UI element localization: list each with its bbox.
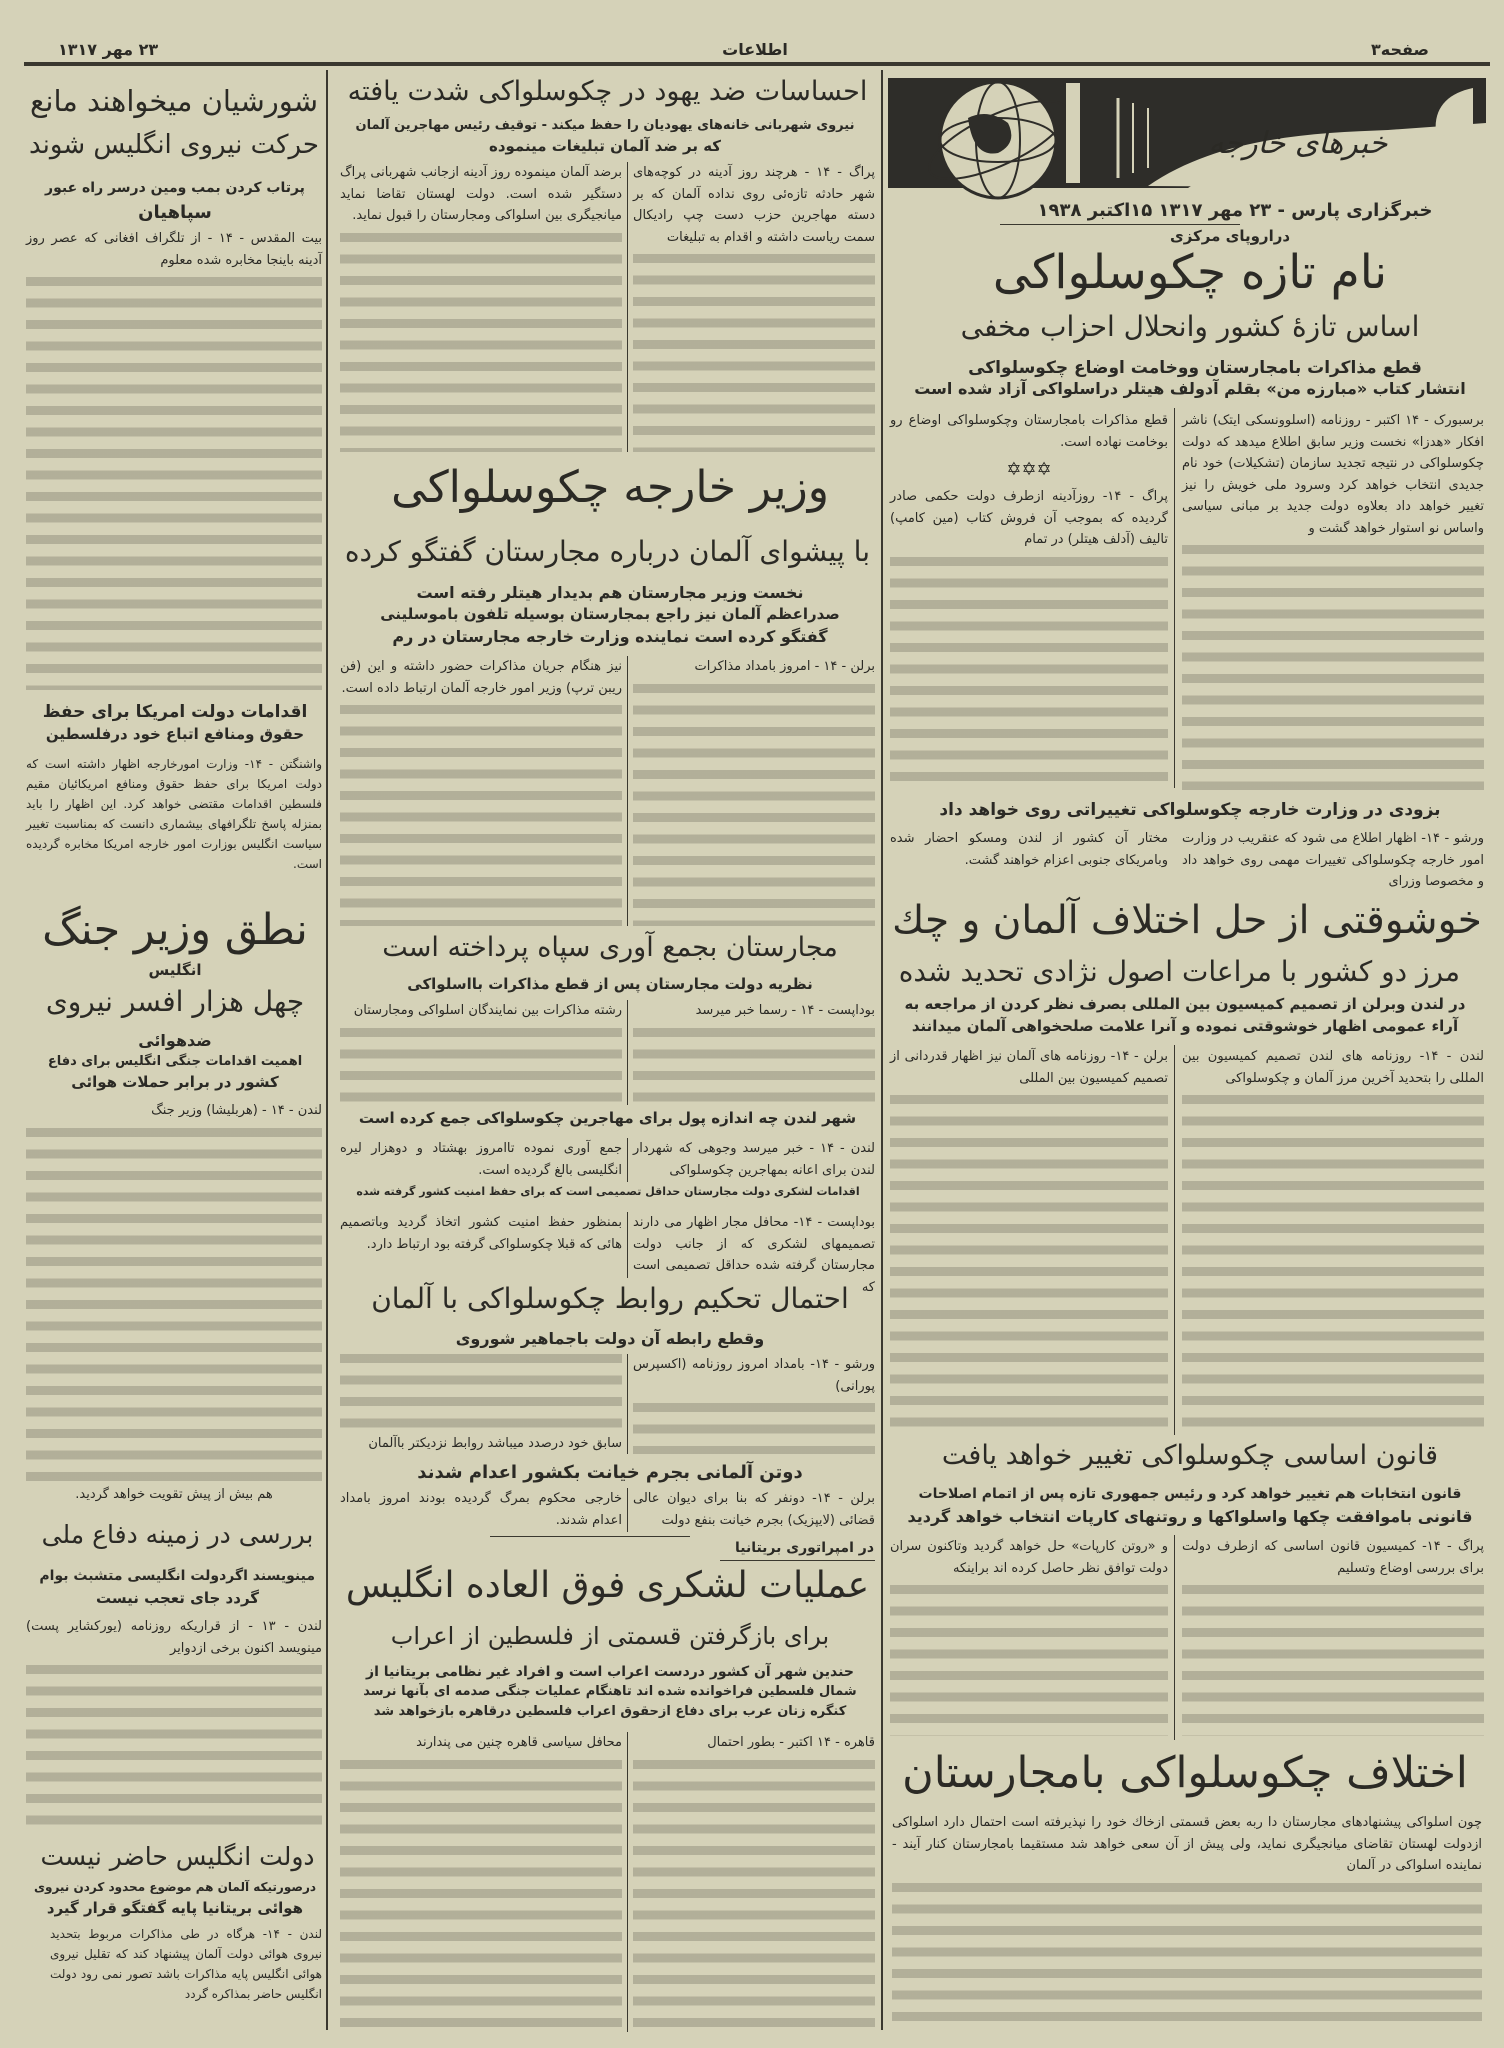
headline: حقوق ومنافع اتباع خود درفلسطین <box>45 725 305 743</box>
article-body <box>340 1212 622 1278</box>
article-body <box>892 1812 1482 2032</box>
headline: با پیشوای آلمان درباره مجارستان گفتگو کرده <box>344 535 870 568</box>
banner-title: خبرهای خارجه <box>1208 126 1388 161</box>
subheadline: نیروی شهربانی خانه‌های یهودیان را حفظ میکند - توقیف رئیس مهاجرین آلمان <box>355 118 855 133</box>
headline: مجارستان بجمع آوری سپاه پرداخته است <box>382 932 838 963</box>
star-ornament-icon: ✡✡✡ <box>1006 459 1052 480</box>
body-text-illegible <box>890 1095 1168 1434</box>
body-text-illegible <box>340 705 622 926</box>
column-rule <box>881 70 883 2030</box>
article-text: لندن - ۱۳ - از قراریکه روزنامه (یورکشایر پست) مینویسد اکنون برخی ازدوایر <box>26 1619 322 1656</box>
body-text-illegible <box>340 1028 622 1106</box>
subheadline: صدراعظم آلمان نیز راجع بمجارستان بوسیله تلفون باموسلینی <box>380 605 840 623</box>
article-text: بوداپست - ۱۴- محافل مجار اظهار می دارند تصمیمهای لشکری که از جانب دولت مجارستان گرفته شده حداقل تصمیمی است که <box>633 1215 875 1295</box>
headline: نام تازه چکوسلواکی <box>992 245 1388 300</box>
article-text: مختار آن کشور از لندن ومسکو احضار شده وبامریکای جنوبی اعزام خواهند گشت. <box>890 831 1168 868</box>
article-text: رشته مذاکرات بین نمایندگان اسلواکی ومجارستان <box>353 1003 622 1018</box>
masthead-rule <box>24 62 1490 66</box>
article-body <box>633 1488 875 1534</box>
headline: مرز دو کشور با مراعات اصول نژادی تحدید شده <box>898 955 1460 988</box>
newspaper-name: اطلاعات <box>722 40 788 59</box>
headline: احساسات ضد یهود در چکوسلواکی شدت یافته <box>347 76 868 107</box>
article-text: جمع آوری نموده تاامروز بهشتاد و دوهزار لیره انگلیسی بالغ گردیده است. <box>340 1141 622 1178</box>
article-body <box>1182 410 1484 790</box>
body-text-illegible <box>340 233 622 453</box>
article-body <box>340 162 622 452</box>
article-text: سابق خود درصدد میباشد روابط نزدیکتر باآلمان <box>368 1435 622 1451</box>
article-body <box>1182 1046 1484 1434</box>
subheadline: گفتگو کرده است نماینده وزارت خارجه مجارستان در رم <box>392 627 828 646</box>
subcolumn-rule <box>627 1212 628 1278</box>
subheadline: وقطع رابطه آن دولت باجماهیر شوروی <box>455 1329 765 1348</box>
body-text-illegible <box>633 684 875 927</box>
headline: انگلیس <box>148 961 202 979</box>
article-text: لندن - ۱۴- هرگاه در طی مذاکرات مربوط بتحدید نیروی هوائی دولت آلمان پیشنهاد کند که تقلیل نیروی هوائی انگلیس پایه مذاکرات باشد تصور نمی رود دولت انگلیس حاضر بمذاکره گردد <box>50 1927 322 2001</box>
article-body <box>26 1616 322 1836</box>
article-body <box>633 1354 875 1454</box>
headline: عملیات لشکری فوق العاده انگلیس <box>345 1565 870 1606</box>
article-body <box>50 1924 322 2024</box>
article-body <box>26 754 322 899</box>
subheadline: نخست وزیر مجارستان هم بدیدار هیتلر رفته است <box>416 583 804 602</box>
article-text: برضد آلمان مینموده روز آدینه ازجانب شهربانی پراگ دستگیر شده است. دولت لهستان تقاضا نماید میانجیگری بین اسلواکی ومجارستان را قبول نماید. <box>340 165 622 223</box>
body-text-illegible <box>340 1760 622 2033</box>
divider <box>720 1560 875 1561</box>
subheadline: قانون انتخابات هم تغییر خواهد کرد و رئیس جمهوری تازه پس از اتمام اصلاحات <box>918 1486 1462 1502</box>
headline: دوتن آلمانی بجرم خیانت بکشور اعدام شدند <box>417 1462 803 1483</box>
headline: ضدهوائی <box>138 1031 212 1050</box>
article-body <box>890 828 1168 892</box>
article-text: قاهره - ۱۴ اکتبر - بطور احتمال <box>707 1735 875 1750</box>
article-text: پراگ - ۱۴ - هرچند روز آدینه در کوچه‌های شهر حادثه تازه‌ئی روی نداده آلمان که بر دسته مهاجرین حزب دست چپ رادیکال سمت ریاست داشته و اقدام به تبلیغات <box>633 165 875 245</box>
article-body <box>633 1000 875 1105</box>
article-text: بیت المقدس - ۱۴ - از تلگراف افغانی که عصر روز آدینه باینجا مخابره شده معلوم <box>26 231 322 268</box>
body-text-illegible <box>26 1128 322 1484</box>
subcolumn-rule <box>1174 1045 1175 1435</box>
article-body <box>340 1732 622 2032</box>
headline: اقدامات دولت امریکا برای حفظ <box>42 702 308 722</box>
article-text: لندن - ۱۴- روزنامه های لندن تصمیم کمیسیون بین المللی را بتحدید آخرین مرز آلمان و چکوسلواکی <box>1182 1049 1484 1086</box>
article-body <box>1182 828 1484 892</box>
subheadline: انتشار کتاب «مبارزه من» بقلم آدولف هیتلر دراسلواکی آزاد شده است <box>914 379 1466 398</box>
subheadline: کشور در برابر حملات هوائی <box>71 1073 279 1091</box>
subcolumn-rule <box>627 162 628 452</box>
article-body <box>340 656 622 926</box>
headline: وزیر خارجه چکوسلواکی <box>391 462 829 513</box>
headline: احتمال تحکیم روابط چکوسلواکی با آلمان <box>371 1282 849 1315</box>
headline: برای بازگرفتن قسمتی از فلسطین از اعراب <box>390 1622 830 1650</box>
article-body <box>633 656 875 926</box>
article-text: ورشو - ۱۴- اظهار اطلاع می شود که عنقریب در وزارت امور خارجه چکوسلواکی تغییرات مهمی روی خواهد داد و مخصوصا وزرای <box>1182 831 1484 889</box>
body-text-illegible <box>633 254 875 452</box>
article-body <box>633 1212 875 1295</box>
body-text-illegible <box>1182 1585 1484 1736</box>
headline: شهر لندن چه اندازه پول برای مهاجرین چکوسلواکی جمع کرده است <box>358 1109 857 1127</box>
subheadline: قانونی باموافقت چکها واسلواکها و روتنهای کارپات انتخاب خواهد گردید <box>907 1507 1473 1526</box>
subheadline: سپاهیان <box>138 202 212 223</box>
headline: قانون اساسی چکوسلواکی تغییر خواهد یافت <box>941 1440 1439 1471</box>
subheadline: قطع مذاکرات بامجارستان ووخامت اوضاع چکوسلواکی <box>968 358 1422 378</box>
subheadline: اهمیت اقدامات جنگی انگلیس برای دفاع <box>47 1054 303 1069</box>
headline: اساس تازهٔ کشور وانحلال احزاب مخفی <box>960 310 1420 343</box>
subheadline: گردد جای تعجب نیست <box>96 1589 259 1607</box>
subcolumn-rule <box>1174 408 1175 788</box>
article-text: لندن - ۱۴ - خبر میرسد وجوهی که شهردار لندن برای اعانه بمهاجرین چکوسلواکی <box>633 1141 875 1178</box>
article-text: واشنگتن - ۱۴- وزارت امورخارجه اظهار داشته است که دولت امریکا برای حفظ حقوق ومنافع امریکائیان مقیم فلسطین اقدامات مقتضی خواهد کرد. این اظهار را باید بمنزله پاسخ تلگرافهای بیشماری دانست که بمناسبت تغییر سیاست انگلیس بوزارت امور خارجه امریکا مخابره گردیده است. <box>26 757 322 871</box>
article-text: و «روتن کارپات» حل خواهد گردید وتاکنون سران دولت توافق نظر حاصل کرده اند براینکه <box>890 1539 1168 1576</box>
headline: اقدامات لشکری دولت مجارستان حداقل تصمیمی است که برای حفظ امنیت کشور گرفته شده <box>356 1185 860 1198</box>
subheadline: آراء عمومی اظهار خوشوقتی نموده و آنرا علامت صلحخواهی آلمان میدانند <box>911 1017 1459 1035</box>
article-text: برلن - ۱۴- دونفر که بنا برای دیوان عالی قضائی (لایپزیک) بجرم خیانت بنفع دولت <box>633 1491 875 1528</box>
article-text: ورشو - ۱۴- بامداد امروز روزنامه (اکسپرس پورانی) <box>633 1357 875 1394</box>
article-text: قطع مذاکرات بامجارستان وچکوسلواکی اوضاع رو بوخامت نهاده است. <box>890 413 1168 450</box>
article-body <box>340 1138 622 1184</box>
article-text: هم بیش از پیش تقویت خواهد گردید. <box>75 1486 273 1502</box>
subheadline: حندین شهر آن کشور دردست اعراب است و افراد غیر نظامی بریتانیا از <box>366 1664 854 1680</box>
article-text: بوداپست - ۱۴ - رسما خبر میرسد <box>695 1003 875 1018</box>
body-text-illegible <box>1182 545 1484 790</box>
article-text: محافل سیاسی قاهره چنین می پندارند <box>416 1735 622 1750</box>
subheadline: درصورتیکه آلمان هم موضوع محدود کردن نیروی <box>33 1880 317 1894</box>
subcolumn-rule <box>627 1000 628 1105</box>
body-text-illegible <box>633 1403 875 1454</box>
body-text-illegible <box>1182 1095 1484 1434</box>
headline: بزودی در وزارت خارجه چکوسلواکی تغییراتی روی خواهد داد <box>939 800 1441 820</box>
subheadline: که بر ضد آلمان تبلیغات مینموده <box>488 137 722 155</box>
headline: حرکت نیروی انگلیس شوند <box>29 130 319 160</box>
headline: دولت انگلیس حاضر نیست <box>40 1842 315 1871</box>
column-rule <box>326 70 328 2030</box>
dateline: خبرگزاری پارس - ۲۳ مهر ۱۳۱۷ ۱۵اکتبر ۱۹۳۸ <box>1037 200 1433 221</box>
subheadline: هوائی بریتانیا پایه گفتگو قرار گیرد <box>46 1899 304 1917</box>
article-text: پراگ - ۱۴- روزآدینه ازطرف دولت حکمی صادر گردیده که بموجب آن فروش کتاب (مین کامپ) تالیف (آدلف هیتلر) در تمام <box>890 489 1168 547</box>
divider <box>1000 224 1240 225</box>
article-text: برسبورک - ۱۴ اکتبر - روزنامه (اسلوونسکی ایتک) ناشر افکار «هدزا» نخست وزیر سابق اطلاع میدهد که دولت چکوسلواکی در نتیجه تجدید سازمان (تشکیلات) خود نام جدیدی انتخاب خواهد کرد وسرود ملی خویش را نیز تغییر خواهد داد بعلاوه دولت جدید بر مبانی سیاسی واساس نو استوار خواهد گشت و <box>1182 413 1484 536</box>
article-text: نیز هنگام جریان مذاکرات حضور داشته و این (فن ریبن ترپ) وزیر امور خارجه آلمان ارتباط داده است. <box>340 659 622 696</box>
article-text: لندن - ۱۴ - (هربلیشا) وزیر جنگ <box>151 1103 322 1118</box>
foreign-news-banner <box>888 78 1486 188</box>
article-body <box>340 1354 622 1454</box>
body-text-illegible <box>890 1585 1168 1736</box>
subheadline: شمال فلسطین فراخوانده شده اند تاهنگام عملیات جنگی صدمه ای بآنها نرسد <box>363 1684 857 1699</box>
article-text: چون اسلواکی پیشنهادهای مجارستان دا ربه بعض قسمتی ازخاك خود را نپذیرفته است احتمال دارد اسلواکی ازدولت لهستان تقاضای میانجیگری نماید، ولی پیش از آن سعی خواهد شد مستقیما بامجارستان کنار آیند - نماینده اسلواکی در آلمان <box>892 1815 1482 1873</box>
headline: بررسی در زمینه دفاع ملی <box>41 1520 314 1549</box>
subcolumn-rule <box>627 656 628 926</box>
subheadline: مینویسند اگردولت انگلیسی متشبث بوام <box>39 1568 315 1584</box>
headline: چهل هزار افسر نیروی <box>45 985 305 1018</box>
article-body <box>890 1536 1168 1736</box>
article-body <box>340 1000 622 1105</box>
subcolumn-rule <box>627 1488 628 1532</box>
subcolumn-rule <box>627 1354 628 1454</box>
subcolumn-rule <box>627 1732 628 2032</box>
page-number: صفحه۳ <box>1371 40 1429 59</box>
article-text: برلن - ۱۴ - امروز بامداد مذاکرات <box>694 659 875 674</box>
headline: نطق وزیر جنگ <box>42 905 308 955</box>
subheadline: در لندن وبرلن از تصمیم کمیسیون بین المللی بصرف نظر کردن از مراجعه به <box>904 995 1466 1013</box>
headline: اختلاف چکوسلواکی بامجارستان <box>902 1748 1468 1798</box>
article-text: بمنظور حفظ امنیت کشور اتخاذ گردید وباتصمیم هائی که قبلا چکوسلواکی گرفته بود ارتباط دارد. <box>340 1215 622 1252</box>
body-text-illegible <box>340 1354 622 1433</box>
article-body <box>890 410 1168 790</box>
article-body <box>340 1488 622 1534</box>
body-text-illegible <box>892 1883 1482 2033</box>
article-body <box>633 1732 875 2032</box>
body-text-illegible <box>633 1760 875 2033</box>
body-text-illegible <box>26 277 322 690</box>
subcolumn-rule <box>627 1138 628 1182</box>
divider <box>490 1536 690 1537</box>
article-text: پراگ - ۱۴- کمیسیون قانون اساسی که ازطرف دولت برای بررسی اوضاع وتسلیم <box>1182 1539 1485 1576</box>
subcolumn-rule <box>1174 1535 1175 1740</box>
article-body <box>26 228 322 690</box>
region-kicker: دراروپای مرکزی <box>1169 227 1291 245</box>
article-body <box>633 1138 875 1184</box>
article-body <box>890 1046 1168 1434</box>
subheadline: نظریه دولت مجارستان پس از قطع مذاکرات بااسلواکی <box>407 975 813 993</box>
body-text-illegible <box>890 557 1168 791</box>
body-text-illegible <box>26 1665 322 1836</box>
body-text-illegible <box>633 1028 875 1106</box>
subheadline: کنگره زنان عرب برای دفاع ازحقوق اعراب فلسطین درقاهره بازخواهد شد <box>373 1704 847 1719</box>
article-body <box>1182 1536 1484 1736</box>
headline: شورشیان میخواهند مانع <box>29 84 319 118</box>
section-kicker: در امپراتوری بریتانیا <box>734 1540 874 1556</box>
article-text: خارجی محکوم بمرگ گردیده بودند امروز بامداد اعدام شدند. <box>340 1491 622 1528</box>
article-body <box>26 1100 322 1505</box>
article-body <box>633 162 875 452</box>
article-text: برلن - ۱۴- روزنامه های آلمان نیز اظهار قدردانی از تصمیم کمیسیون بین المللی <box>890 1049 1169 1086</box>
headline: خوشوقتی از حل اختلاف آلمان و چك <box>892 898 1482 943</box>
subheadline: پرتاب کردن بمب ومین درسر راه عبور <box>45 180 305 196</box>
issue-date: ۲۳ مهر ۱۳۱۷ <box>58 40 159 59</box>
